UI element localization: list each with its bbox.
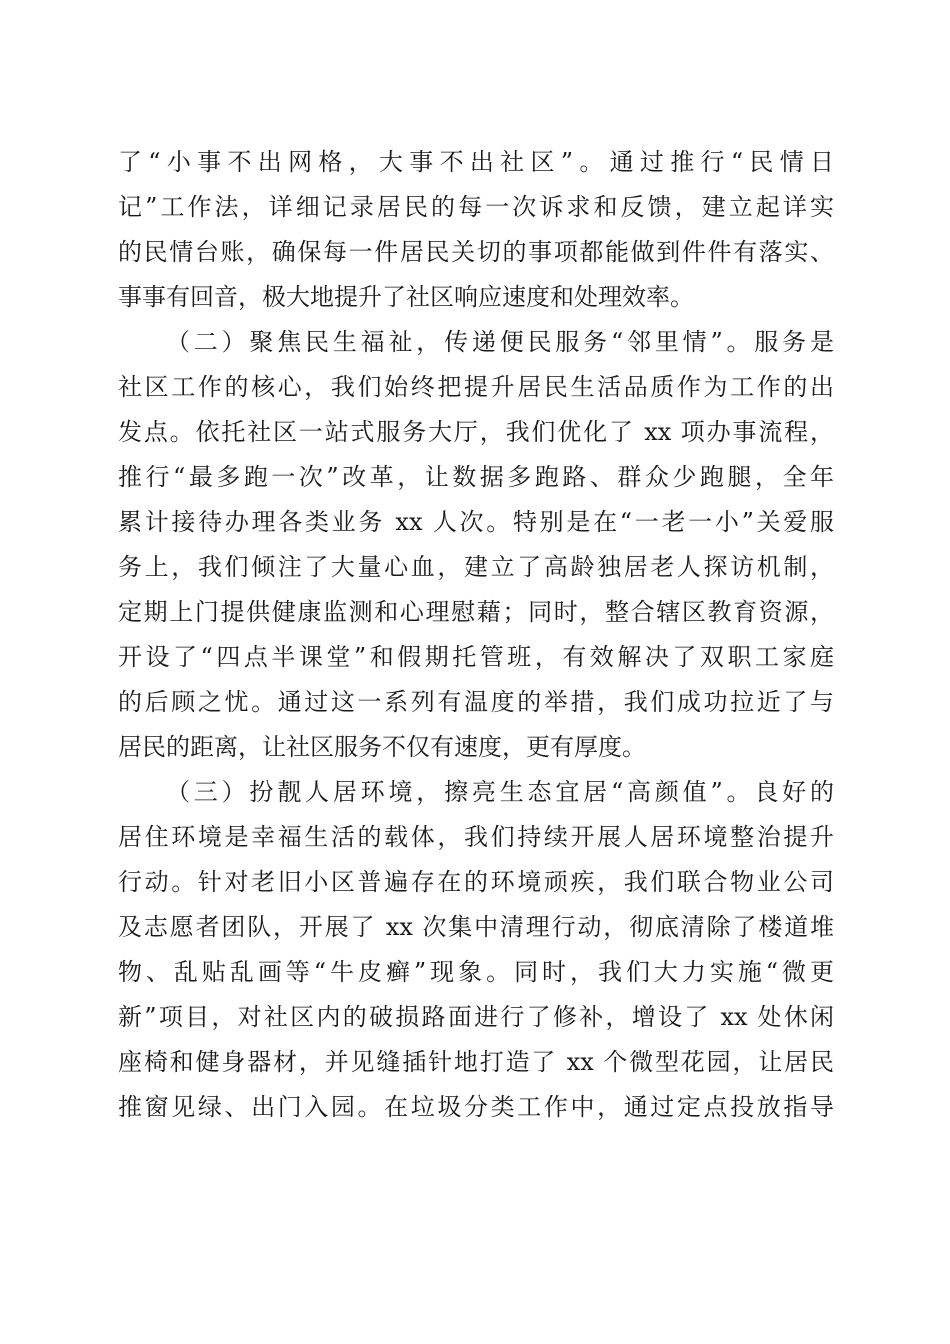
text-line: 开设了“四点半课堂”和假期托管班，有效解决了双职工家庭 <box>118 643 834 671</box>
text-line: 发点。依托社区一站式服务大厅，我们优化了 xx 项办事流程， <box>118 418 834 446</box>
text-line: 及志愿者团队，开展了 xx 次集中清理行动，彻底清除了楼道堆 <box>118 913 834 941</box>
text-line: 定期上门提供健康监测和心理慰藉；同时，整合辖区教育资源， <box>118 598 834 626</box>
text-line: 的民情台账，确保每一件居民关切的事项都能做到件件有落实、 <box>118 238 834 266</box>
text-line: 的后顾之忧。通过这一系列有温度的举措，我们成功拉近了与 <box>118 688 834 716</box>
body-text <box>118 140 834 1130</box>
section-heading-line: （二）聚焦民生福祉，传递便民服务“邻里情”。服务是 <box>166 328 834 356</box>
text-line: 新”项目，对社区内的破损路面进行了修补，增设了 xx 处休闲 <box>118 1003 834 1031</box>
text-line: 居住环境是幸福生活的载体，我们持续开展人居环境整治提升 <box>118 823 834 851</box>
text-line: 记”工作法，详细记录居民的每一次诉求和反馈，建立起详实 <box>118 193 834 221</box>
text-line: 了“小事不出网格，大事不出社区”。通过推行“民情日 <box>118 148 834 176</box>
section-heading-line: （三）扮靓人居环境，擦亮生态宜居“高颜值”。良好的 <box>166 778 834 806</box>
text-line: 累计接待办理各类业务 xx 人次。特别是在“一老一小”关爱服 <box>118 508 834 536</box>
text-line: 推窗见绿、出门入园。在垃圾分类工作中，通过定点投放指导 <box>118 1093 834 1121</box>
text-line: 物、乱贴乱画等“牛皮癣”现象。同时，我们大力实施“微更 <box>118 958 834 986</box>
text-line: 居民的距离，让社区服务不仅有速度，更有厚度。 <box>118 733 646 761</box>
text-line: 推行“最多跑一次”改革，让数据多跑路、群众少跑腿，全年 <box>118 463 834 491</box>
text-line: 社区工作的核心，我们始终把提升居民生活品质作为工作的出 <box>118 373 834 401</box>
text-line: 行动。针对老旧小区普遍存在的环境顽疾，我们联合物业公司 <box>118 868 834 896</box>
text-line: 座椅和健身器材，并见缝插针地打造了 xx 个微型花园，让居民 <box>118 1048 834 1076</box>
text-line: 事事有回音，极大地提升了社区响应速度和处理效率。 <box>118 283 694 311</box>
text-line: 务上，我们倾注了大量心血，建立了高龄独居老人探访机制， <box>118 553 834 581</box>
